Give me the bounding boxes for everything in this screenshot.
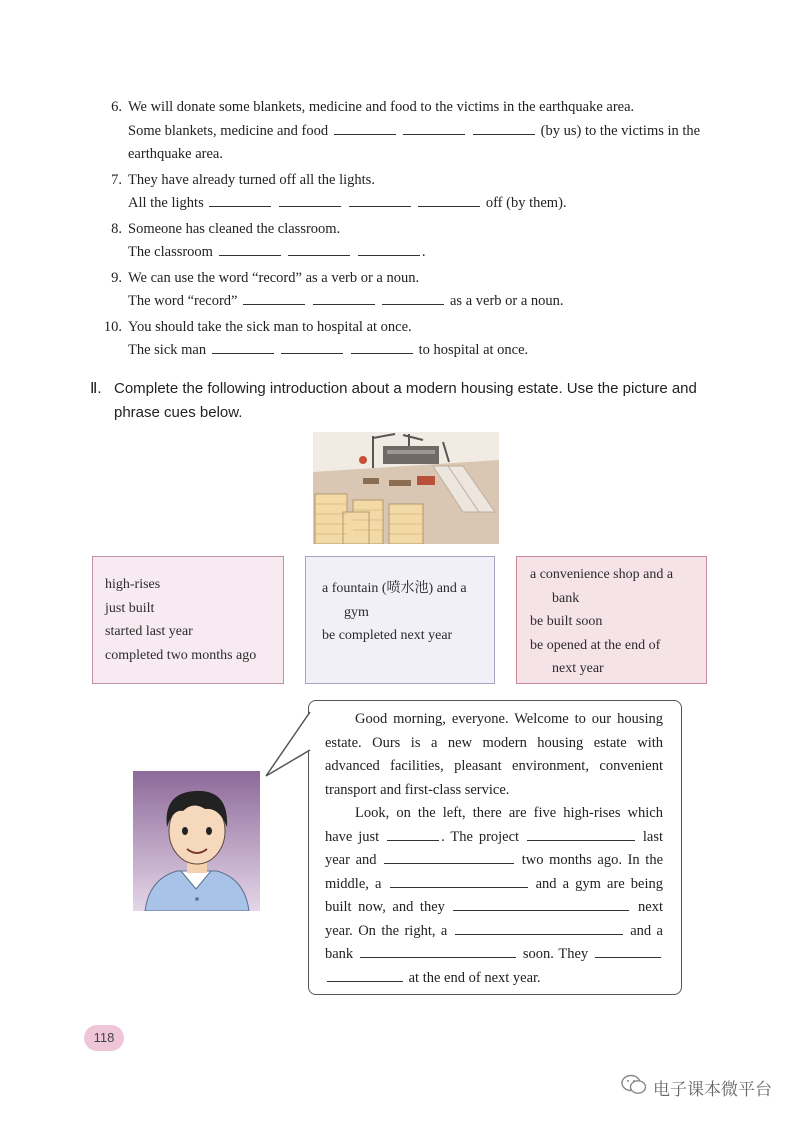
answer-blank[interactable]	[351, 339, 413, 354]
page-number: 118	[84, 1025, 124, 1051]
cue-phrase: started last year	[105, 624, 193, 639]
answer-blank[interactable]	[473, 120, 535, 135]
answer-blank[interactable]	[360, 943, 516, 958]
cue-phrase: be completed next year	[322, 628, 453, 643]
answer-blank[interactable]	[313, 290, 375, 305]
construction-site-illustration	[313, 432, 499, 544]
cue-phrase: a fountain (喷水池) and a	[322, 581, 467, 596]
answer-blank[interactable]	[403, 120, 465, 135]
bubble-text: soon. They	[522, 946, 589, 962]
exercise-number: 7.	[111, 171, 122, 188]
bubble-text: and a bank	[325, 922, 663, 962]
answer-blank[interactable]	[279, 192, 341, 207]
answer-prefix: All the lights	[128, 195, 204, 211]
cue-box-left	[92, 556, 284, 684]
bubble-text: at the end of next year.	[408, 969, 541, 986]
answer-blank[interactable]	[212, 339, 274, 354]
answer-prefix: Some blankets, medicine and food	[128, 122, 329, 139]
exercise-sentence: Someone has cleaned the classroom.	[128, 220, 341, 237]
cue-box-right	[516, 556, 707, 684]
cue-phrase: completed two months ago	[105, 647, 257, 663]
section-instructions: Complete the following introduction about a modern housing estate. Use the picture and phrase cues below.	[114, 380, 697, 421]
answer-blank[interactable]	[384, 849, 514, 864]
answer-suffix: as a verb or a noun.	[450, 293, 564, 309]
exercise-item-10	[90, 316, 730, 363]
answer-blank[interactable]	[243, 290, 305, 305]
cue-phrase: high-rises	[105, 577, 161, 592]
section-heading	[90, 377, 730, 425]
answer-blank[interactable]	[327, 967, 403, 982]
answer-blank[interactable]	[418, 192, 480, 207]
answer-blank[interactable]	[288, 241, 350, 256]
exercise-sentence: We will donate some blankets, medicine and food to the victims in the earthquake area.	[128, 99, 635, 115]
answer-prefix: The classroom	[128, 244, 213, 260]
answer-blank[interactable]	[209, 192, 271, 207]
exercise-item-7	[90, 169, 730, 216]
exercise-sentence: We can use the word “record” as a verb or a noun.	[128, 269, 420, 286]
answer-prefix: The sick man	[128, 342, 207, 358]
watermark	[621, 1074, 772, 1101]
exercise-number: 9.	[111, 269, 122, 286]
bubble-text: and a gym are being built now, and they	[325, 875, 664, 915]
answer-blank[interactable]	[358, 241, 420, 256]
cue-phrase: gym	[344, 604, 369, 620]
exercise-number: 10.	[103, 318, 122, 335]
wechat-icon	[621, 1074, 647, 1101]
boy-illustration	[133, 771, 260, 911]
answer-blank[interactable]	[382, 290, 444, 305]
cue-box-middle	[305, 556, 495, 684]
bubble-paragraph-2	[325, 802, 663, 990]
answer-blank[interactable]	[390, 873, 528, 888]
answer-blank[interactable]	[527, 826, 635, 841]
bubble-text: . The project	[441, 828, 520, 845]
answer-suffix: (by us) to the victims in the	[540, 122, 701, 139]
cue-phrase: a convenience shop and a	[530, 567, 674, 582]
exercise-item-6	[90, 96, 730, 167]
speech-bubble	[308, 700, 682, 995]
answer-blank[interactable]	[334, 120, 396, 135]
cue-phrase: be opened at the end of	[530, 637, 661, 653]
answer-suffix: to hospital at once.	[418, 342, 529, 358]
answer-continuation: earthquake area.	[128, 146, 223, 162]
exercise-list	[90, 96, 730, 365]
bubble-text: last year and	[325, 828, 664, 868]
exercise-sentence: You should take the sick man to hospital at once.	[128, 318, 412, 335]
section-numeral: Ⅱ.	[90, 380, 102, 397]
cue-phrase: bank	[552, 590, 580, 606]
answer-suffix: .	[421, 244, 426, 260]
answer-blank[interactable]	[595, 943, 661, 958]
exercise-item-8	[90, 218, 730, 265]
exercise-number: 6.	[111, 99, 122, 115]
speech-bubble-tail	[264, 702, 312, 782]
cue-phrase: just built	[105, 600, 155, 616]
exercise-item-9	[90, 267, 730, 314]
bubble-text: Look, on the left, there are five high-rises which have just	[325, 805, 663, 845]
answer-blank[interactable]	[387, 826, 439, 841]
exercise-sentence: They have already turned off all the lights.	[128, 171, 375, 188]
answer-suffix: off (by them).	[485, 195, 567, 211]
answer-blank[interactable]	[349, 192, 411, 207]
bubble-text: next year. On the right, a	[325, 899, 663, 939]
answer-blank[interactable]	[453, 896, 629, 911]
answer-blank[interactable]	[219, 241, 281, 256]
bubble-paragraph-1: Good morning, everyone. Welcome to our housing estate. Ours is a new modern housing estate with advanced facilities, pleasant environment, convenient transport and first-class service.	[325, 711, 663, 798]
answer-blank[interactable]	[281, 339, 343, 354]
bubble-text: two months ago. In the middle, a	[325, 852, 664, 892]
watermark-text: 电子课本微平台	[653, 1080, 772, 1100]
answer-blank[interactable]	[455, 920, 623, 935]
exercise-number: 8.	[111, 220, 122, 237]
cue-phrase: next year	[552, 661, 604, 676]
cue-phrase: be built soon	[530, 614, 603, 629]
answer-prefix: The word “record”	[128, 293, 238, 309]
